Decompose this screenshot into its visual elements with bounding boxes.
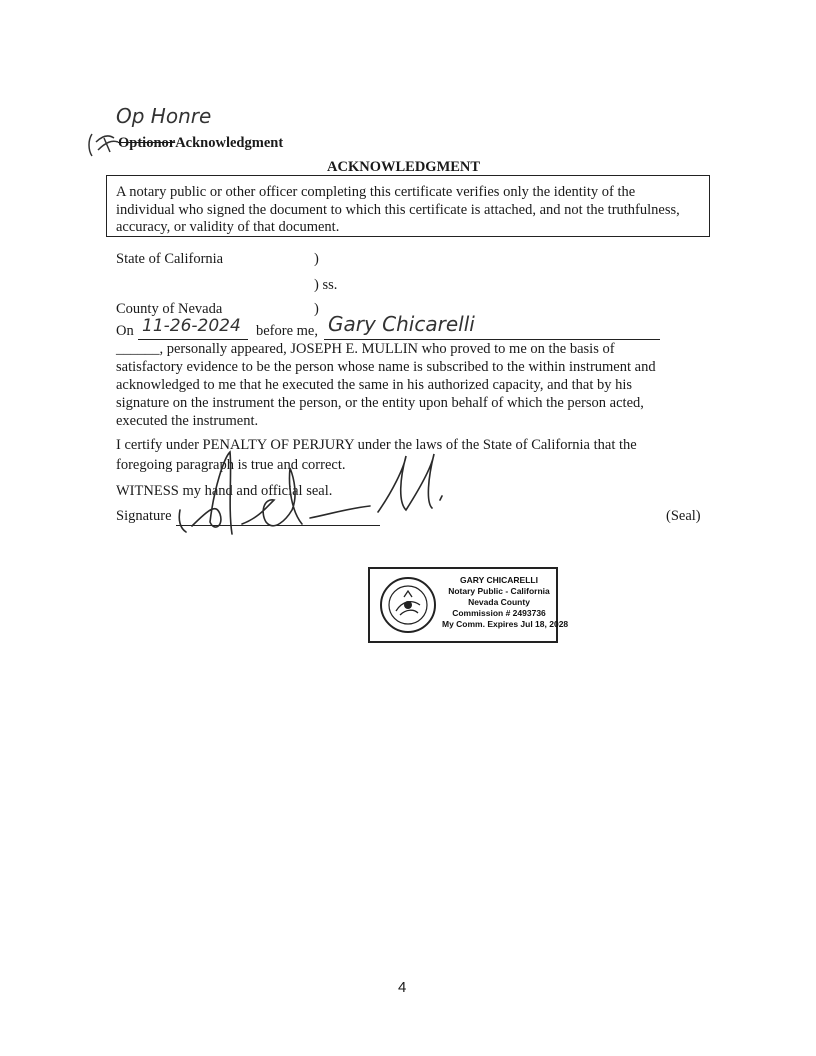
notice-line: A notary public or other officer completing this certificate verifies only the identity of the <box>116 184 636 200</box>
on-label: On <box>116 323 134 339</box>
body-line: signature on the instrument the person, or the entity upon behalf of which the person acted, <box>116 395 644 411</box>
handwritten-signature <box>170 448 470 548</box>
stamp-expires: My Comm. Expires Jul 18, 2028 <box>442 619 569 629</box>
stamp-title: Notary Public - California <box>448 586 550 596</box>
body-line: executed the instrument. <box>116 413 259 429</box>
notice-line: individual who signed the document to which this certificate is attached, and not the truthfulness, <box>116 201 680 218</box>
seal-label: (Seal) <box>666 508 701 524</box>
body-line: ______, personally appeared, JOSEPH E. MULLIN who proved to me on the basis of <box>116 341 615 357</box>
body-line: satisfactory evidence to be the person whose name is subscribed to the within instrument and <box>116 359 656 375</box>
notice-box <box>106 175 710 237</box>
witness-line: WITNESS my hand and official seal. <box>116 483 333 499</box>
handwritten-option-note: Op Honre <box>116 104 212 128</box>
venue-paren: ) <box>314 251 319 267</box>
before-me-label: before me, <box>256 323 318 339</box>
body-line: acknowledged to me that he executed the same in his authorized capacity, and that by his <box>116 377 633 393</box>
handwritten-date: 11-26-2024 <box>142 316 241 336</box>
county-label: County of Nevada <box>116 301 223 317</box>
signature-label: Signature <box>116 508 172 524</box>
stamp-name: GARY CHICARELLI <box>460 575 538 585</box>
form-title: ACKNOWLEDGMENT <box>327 159 481 175</box>
handwritten-notary-name: Gary Chicarelli <box>328 312 475 336</box>
notary-stamp <box>368 567 569 643</box>
page-number: 4 <box>398 979 407 996</box>
certify-line: foregoing paragraph is true and correct. <box>116 457 346 473</box>
option-struck-text: Optionor <box>118 135 176 151</box>
ss-label: ) ss. <box>314 277 338 293</box>
stamp-county: Nevada County <box>468 597 530 607</box>
california-seal-emblem <box>378 575 438 635</box>
stamp-text-block <box>442 575 569 630</box>
option-acknowledgment-label <box>118 134 283 152</box>
venue-paren: ) <box>314 301 319 317</box>
state-label: State of California <box>116 251 224 267</box>
stamp-commission: Commission # 2493736 <box>452 608 546 618</box>
certify-line: I certify under PENALTY OF PERJURY under the laws of the State of California that the <box>116 437 637 453</box>
option-rest-text: Acknowledgment <box>175 135 284 151</box>
notice-line: accuracy, or validity of that document. <box>116 219 340 235</box>
